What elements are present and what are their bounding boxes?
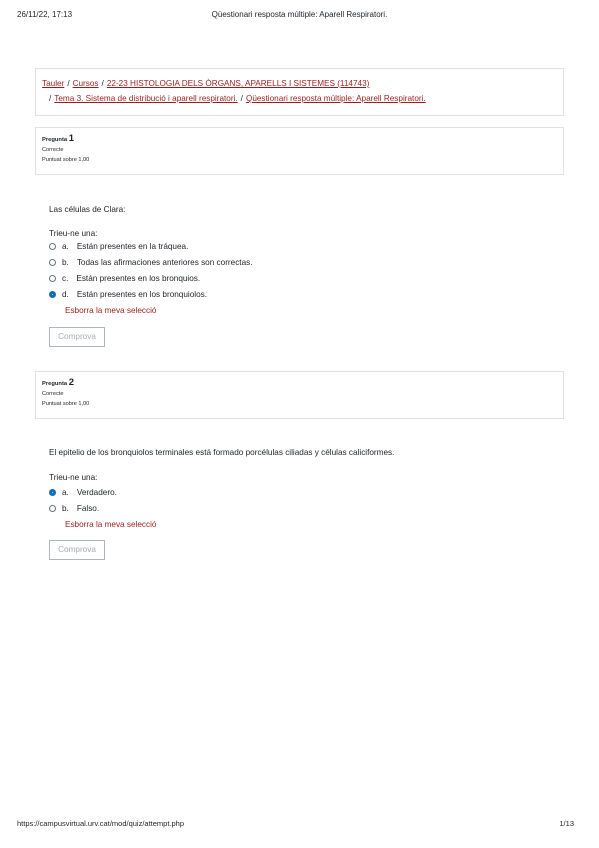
option-label: Verdadero. xyxy=(76,487,117,497)
option-label: Falso. xyxy=(76,503,100,513)
print-url: https://campusvirtual.urv.cat/mod/quiz/attempt.php xyxy=(17,819,185,828)
print-datetime: 26/11/22, 17:13 xyxy=(17,10,73,19)
breadcrumb-link-course[interactable]: 22-23 HISTOLOGIA DELS ÒRGANS, APARELLS I SISTEMES (114743) xyxy=(106,79,370,88)
option-letter: a. xyxy=(62,241,69,251)
print-footer xyxy=(0,819,599,831)
answer-prompt-2: Trieu-ne una: xyxy=(49,473,98,482)
breadcrumb-link-cursos[interactable]: Cursos xyxy=(72,79,99,88)
print-title: Qüestionari resposta múltiple: Aparell Respiratori. xyxy=(211,10,388,19)
radio-button[interactable] xyxy=(49,259,56,266)
question-number xyxy=(42,134,563,145)
option-1c[interactable] xyxy=(49,272,200,284)
option-2a[interactable] xyxy=(49,486,117,498)
check-button[interactable]: Comprova xyxy=(49,327,105,347)
breadcrumb-link-quiz[interactable]: Qüestionari resposta múltiple: Aparell Respiratori. xyxy=(245,94,426,103)
answer-prompt-1: Trieu-ne una: xyxy=(49,229,98,238)
question-text-1: Las células de Clara: xyxy=(49,205,126,214)
option-letter: b. xyxy=(62,257,69,267)
check-button[interactable]: Comprova xyxy=(49,540,105,560)
option-1a[interactable] xyxy=(49,240,188,252)
question-number-value: 2 xyxy=(68,377,75,388)
option-2b[interactable] xyxy=(49,502,99,514)
question-grade: Puntuat sobre 1,00 xyxy=(42,401,90,407)
question-status: Correcte xyxy=(42,391,64,397)
breadcrumb-link-tauler[interactable]: Tauler xyxy=(42,79,65,88)
radio-button[interactable] xyxy=(49,275,56,282)
question-label: Pregunta xyxy=(42,137,68,143)
question-info-1 xyxy=(35,127,564,175)
question-info-2 xyxy=(35,371,564,419)
page-number: 1/13 xyxy=(559,819,574,828)
question-status: Correcte xyxy=(42,147,64,153)
radio-button[interactable] xyxy=(49,243,56,250)
option-1d[interactable] xyxy=(49,288,207,300)
question-text-2: El epitelio de los bronquiolos terminales está formado porcélulas ciliadas y células caliciformes. xyxy=(49,448,395,457)
breadcrumb-link-topic[interactable]: Tema 3. Sistema de distribució i aparell respiratori. xyxy=(54,94,238,103)
radio-button-selected[interactable] xyxy=(49,291,56,298)
breadcrumb-separator: / xyxy=(67,79,70,88)
question-number-value: 1 xyxy=(68,133,75,144)
breadcrumb-separator: / xyxy=(49,94,52,103)
radio-button[interactable] xyxy=(49,505,56,512)
answer-options-1 xyxy=(49,240,449,304)
question-grade: Puntuat sobre 1,00 xyxy=(42,157,90,163)
breadcrumb-separator: / xyxy=(101,79,104,88)
option-label: Están presentes en los bronquiolos. xyxy=(76,289,208,299)
answer-options-2 xyxy=(49,486,449,518)
question-label: Pregunta xyxy=(42,381,68,387)
breadcrumb-separator: / xyxy=(240,94,243,103)
option-letter: b. xyxy=(62,503,69,513)
print-header xyxy=(0,10,599,24)
option-label: Están presentes en los bronquios. xyxy=(76,273,201,283)
option-label: Están presentes en la tráquea. xyxy=(76,241,189,251)
option-label: Todas las afirmaciones anteriores son correctas. xyxy=(76,257,253,267)
clear-selection-link[interactable]: Esborra la meva selecció xyxy=(65,306,157,315)
option-1b[interactable] xyxy=(49,256,253,268)
clear-selection-link[interactable]: Esborra la meva selecció xyxy=(65,520,157,529)
option-letter: c. xyxy=(62,273,69,283)
radio-button-selected[interactable] xyxy=(49,489,56,496)
option-letter: d. xyxy=(62,289,69,299)
option-letter: a. xyxy=(62,487,69,497)
question-number xyxy=(42,378,563,389)
breadcrumb xyxy=(35,68,564,116)
